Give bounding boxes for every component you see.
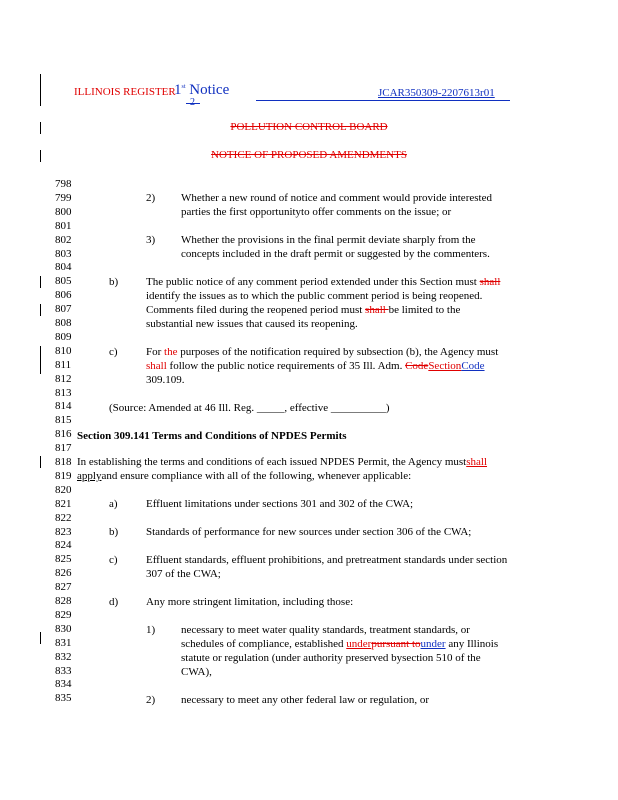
line-number: 804: [55, 261, 72, 274]
line-number: 820: [55, 483, 72, 496]
line-number: 802: [55, 233, 72, 246]
body-text: Any more stringent limitation, including those:: [146, 596, 354, 608]
line-number: 823: [55, 525, 72, 538]
item-number: a): [109, 498, 118, 510]
body-text: Effluent limitations under sections 301 and 302 of the CWA;: [146, 498, 414, 510]
line-number: 808: [55, 317, 72, 329]
change-bar: [40, 276, 41, 288]
body-text: shall follow the public notice requirements of 35 Ill. Adm. CodeSectionCode: [146, 360, 485, 372]
page-mark-rule: [186, 103, 200, 104]
line-number: 831: [55, 636, 72, 649]
line-number: 817: [55, 442, 72, 455]
line-number: 830: [55, 622, 72, 635]
change-bar: [40, 304, 41, 316]
line-number: 798: [55, 178, 72, 190]
body-text: Whether the provisions in the final permit deviate sharply from the: [181, 234, 476, 246]
body-text: statute or regulation (under authority preserved bysection 510 of the: [181, 652, 481, 664]
jcar-id: JCAR350309-2207613r01: [378, 87, 495, 99]
line-number: 803: [55, 247, 72, 260]
line-number: 827: [55, 581, 72, 594]
body-text: identify the issues as to which the public comment period is being reopened.: [146, 290, 483, 302]
line-number: 811: [55, 358, 72, 371]
body-text: necessary to meet any other federal law or regulation, or: [181, 694, 430, 706]
body-text: applyand ensure compliance with all of the following, whenever applicable:: [77, 470, 412, 482]
line-number: 809: [55, 330, 72, 343]
line-number: 822: [55, 511, 72, 524]
header-rule: [256, 100, 510, 101]
line-number: 819: [55, 469, 72, 482]
item-number: b): [109, 526, 119, 538]
body-text: For the purposes of the notification required by subsection (b), the Agency must: [146, 346, 499, 358]
item-number: c): [109, 554, 118, 566]
body-text: 307 of the CWA;: [146, 568, 221, 580]
line-number: 829: [55, 608, 72, 621]
body-text: Comments filed during the reopened period must shall be limited to the: [146, 304, 461, 316]
line-number: 810: [55, 344, 72, 357]
body-text: concepts included in the draft permit or suggested by the commenters.: [181, 248, 490, 260]
line-number: 818: [55, 456, 72, 468]
item-number: 2): [146, 694, 156, 706]
body-text: substantial new issues that caused its reopening.: [146, 318, 358, 330]
notice-label: 1st Notice: [174, 82, 230, 98]
line-number: 835: [55, 692, 72, 705]
body-text: Effluent standards, effluent prohibitions, and pretreatment standards under section: [146, 554, 508, 566]
line-number: 806: [55, 289, 72, 302]
item-number: 2): [146, 192, 156, 204]
change-bar: [40, 632, 41, 644]
item-number: 1): [146, 624, 156, 636]
line-number: 833: [55, 664, 72, 677]
line-number: 805: [55, 275, 72, 288]
line-number: 825: [55, 553, 72, 566]
item-number: b): [109, 276, 119, 288]
line-number: 832: [55, 650, 72, 663]
line-number: 826: [55, 567, 72, 580]
line-number: 815: [55, 414, 72, 427]
section-heading: Section 309.141 Terms and Conditions of NPDES Permits: [77, 430, 347, 442]
notice-subtitle: NOTICE OF PROPOSED AMENDMENTS: [211, 149, 407, 161]
line-number: 828: [55, 595, 72, 607]
line-number: 824: [55, 539, 72, 552]
line-number: 834: [55, 678, 72, 691]
change-bar: [40, 74, 41, 106]
item-number: d): [109, 596, 119, 608]
body-text: schedules of compliance, established underpursuant tounder any Illinois: [181, 638, 499, 650]
body-text: parties the first opportunityto offer comments on the issue; or: [181, 206, 452, 218]
body-text: The public notice of any comment period extended under this Section must shall: [146, 276, 501, 288]
line-number: 813: [55, 386, 72, 399]
body-text: 309.109.: [146, 374, 185, 386]
change-bar: [40, 456, 41, 468]
item-number: c): [109, 346, 118, 358]
line-number: 816: [55, 428, 72, 441]
line-number: 800: [55, 205, 72, 218]
board-title: POLLUTION CONTROL BOARD: [230, 121, 388, 133]
item-number: 3): [146, 234, 156, 246]
register-title: ILLINOIS REGISTER: [74, 86, 176, 98]
line-number: 799: [55, 191, 72, 204]
body-text: CWA),: [181, 666, 212, 678]
body-text: Standards of performance for new sources under section 306 of the CWA;: [146, 526, 472, 538]
line-number: 801: [55, 219, 72, 232]
line-number: 821: [55, 497, 72, 510]
line-number: 812: [55, 372, 72, 385]
line-number: 807: [55, 303, 72, 316]
body-text: Whether a new round of notice and comment would provide interested: [181, 192, 492, 204]
body-text: In establishing the terms and conditions of each issued NPDES Permit, the Agency mustshall: [77, 456, 488, 468]
body-text: necessary to meet water quality standards, treatment standards, or: [181, 624, 470, 636]
change-bar: [40, 346, 41, 374]
source-note: (Source: Amended at 46 Ill. Reg. _____, effective __________): [109, 402, 390, 414]
line-number: 814: [55, 400, 72, 413]
